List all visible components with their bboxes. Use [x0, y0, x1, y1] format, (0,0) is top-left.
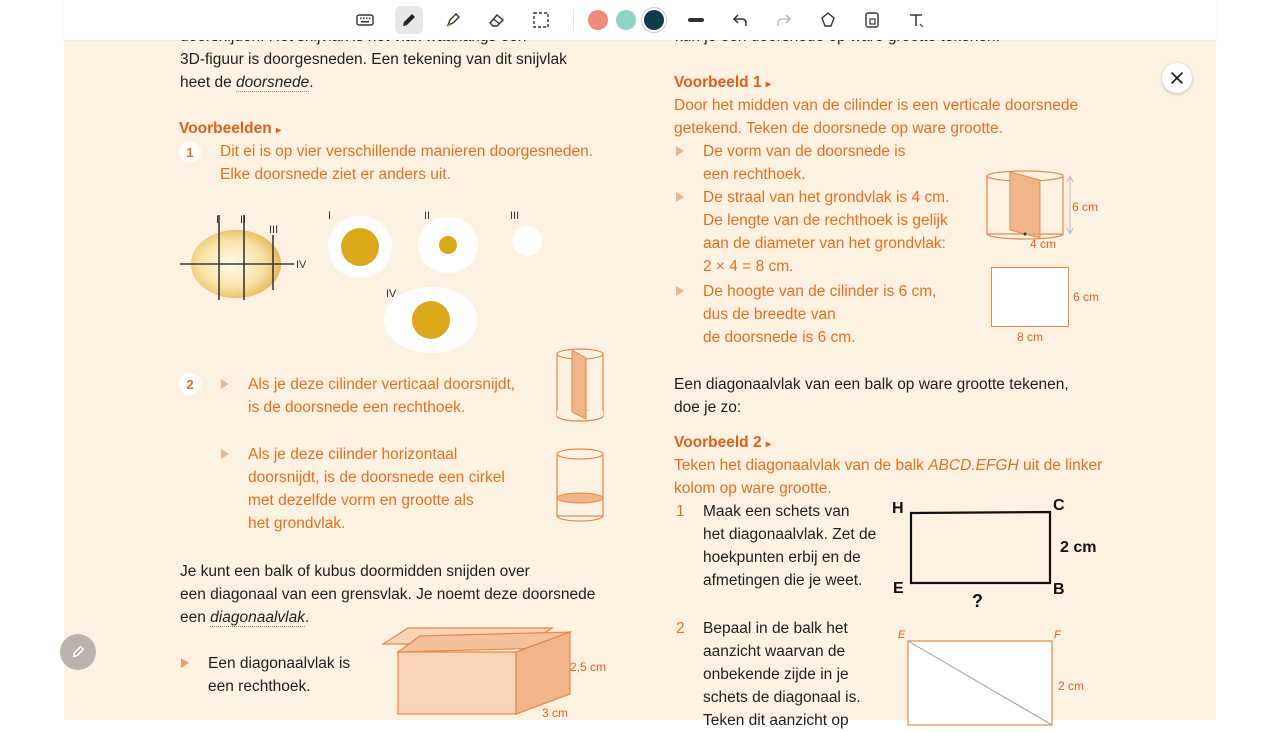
intro-line-2: 3D-figuur is doorgesneden. Een tekening van dit snijvlak: [180, 51, 567, 68]
v1-b2-line-2: De lengte van de rechthoek is gelijk: [703, 212, 948, 229]
diag-line-2: een diagonaal van een grensvlak. Je noemt deze doorsnede: [180, 586, 596, 603]
color-salmon-swatch[interactable]: [588, 10, 608, 30]
v1-b2-line-3: aan de diameter van het grondvlak:: [703, 235, 946, 252]
pen-icon[interactable]: [395, 6, 423, 34]
line-width-icon[interactable]: [682, 6, 710, 34]
ex2b-line-3: met dezelfde vorm en grootte als: [248, 492, 474, 509]
cylinder-radius-label: 4 cm: [1030, 237, 1057, 251]
v1-b2-line-1: De straal van het grondvlak is 4 cm.: [703, 189, 950, 206]
pencil-fab-button[interactable]: [60, 634, 96, 670]
slice-3-white: [512, 226, 542, 256]
egg-cut-label-4: IV: [296, 259, 307, 271]
lasso-icon[interactable]: [527, 6, 555, 34]
ex2b-line-1: Als je deze cilinder horizontaal: [248, 446, 458, 463]
ex2a-line-1: Als je deze cilinder verticaal doorsnijdt,: [248, 376, 516, 393]
sticker-icon[interactable]: [858, 6, 886, 34]
pencil-icon: [69, 643, 87, 661]
v1-b1-line-2: een rechthoek.: [703, 166, 806, 183]
bullet-arrow: [221, 379, 229, 389]
rect-width-label: 8 cm: [1017, 330, 1044, 344]
eraser-icon[interactable]: [483, 6, 511, 34]
s1-line-3: hoekpunten erbij en de: [703, 549, 861, 566]
v1-line-1: Door het midden van de cilinder is een verticale doorsnede: [674, 97, 1079, 114]
slice-label-3: III: [510, 210, 520, 222]
intro-line-3: heet de doorsnede.: [180, 74, 314, 91]
v1-b2-line-4: 2 × 4 = 8 cm.: [703, 258, 794, 275]
text-icon[interactable]: [902, 6, 930, 34]
v1-b1-line-1: De vorm van de doorsnede is: [703, 143, 906, 160]
rect-height-label: 6 cm: [1073, 290, 1100, 304]
side-view-figure: [894, 624, 1074, 720]
bullet-arrow: [676, 146, 684, 156]
step-number-1: 1: [676, 503, 685, 520]
side-view-label-e: E: [898, 629, 906, 641]
cross-section-rectangle: [991, 267, 1069, 327]
s2-line-3: onbekende zijde in je: [703, 666, 849, 683]
diagonal-plane-sketch: [890, 496, 1110, 614]
example-number-1: 1: [179, 141, 201, 163]
sketch-unknown-mark: ?: [972, 591, 983, 611]
slice-label-4: IV: [386, 288, 397, 300]
examples-heading: Voorbeelden ▸: [179, 120, 282, 137]
side-view-label-f: F: [1054, 629, 1061, 641]
s2-line-5: Teken dit aanzicht op: [703, 712, 849, 729]
voorbeeld-1-heading: Voorbeeld 1 ▸: [674, 74, 771, 91]
v1-b3-line-2: dus de breedte van: [703, 306, 836, 323]
s2-line-4: schets de diagonaal is.: [703, 689, 861, 706]
keyboard-icon[interactable]: [351, 6, 379, 34]
textbook-page: [64, 0, 1216, 729]
color-mint-swatch[interactable]: [616, 10, 636, 30]
ex2b-line-2: doorsnijdt, is de doorsnede een cirkel: [248, 469, 505, 486]
egg-cut-label-3: III: [269, 224, 279, 236]
annotation-toolbar: [64, 0, 1216, 40]
bullet-arrow: [676, 286, 684, 296]
sketch-label-h: H: [892, 500, 904, 517]
voorbeeld-2-heading: Voorbeeld 2 ▸: [674, 434, 771, 451]
v1-line-2: getekend. Teken de doorsnede op ware grootte.: [674, 120, 1003, 137]
step-number-2: 2: [676, 620, 685, 637]
s1-line-4: afmetingen die je weet.: [703, 572, 863, 589]
s2-line-2: aanzicht waarvan de: [703, 643, 846, 660]
diag-line-1: Je kunt een balk of kubus doormidden snijden over: [180, 563, 530, 580]
v2-line-1: Teken het diagonaalvlak van de balk ABCD.EFGH uit de linker: [674, 457, 1103, 474]
cuboid-width-label: 3 cm: [542, 706, 569, 720]
v2-line-2: kolom op ware grootte.: [674, 480, 832, 497]
example-number-2: 2: [179, 373, 201, 395]
slice-4-yolk: [412, 301, 450, 339]
side-view-height-label: 2 cm: [1058, 679, 1085, 693]
s1-line-1: Maak een schets van: [703, 503, 850, 520]
cuboid-height-label: 2,5 cm: [570, 660, 607, 674]
sketch-label-c: C: [1053, 497, 1065, 514]
egg-cut-label-1: I: [216, 214, 220, 226]
redo-icon[interactable]: [770, 6, 798, 34]
cylinder-height-label: 6 cm: [1072, 200, 1099, 214]
slice-2-yolk: [439, 236, 457, 254]
undo-icon[interactable]: [726, 6, 754, 34]
bullet-arrow: [181, 658, 189, 668]
slice-label-1: I: [328, 210, 332, 222]
diag-line-3: een diagonaalvlak.: [180, 609, 310, 626]
right-margin: [1216, 0, 1280, 720]
ex2a-line-2: is de doorsnede een rechthoek.: [248, 399, 466, 416]
ex1-line-1: Dit ei is op vier verschillende manieren doorgesneden.: [220, 143, 594, 160]
egg-slices-figure: [176, 205, 520, 355]
left-margin: [0, 0, 64, 720]
ex1-line-2: Elke doorsnede ziet er anders uit.: [220, 166, 451, 183]
color-navy-swatch[interactable]: [644, 10, 664, 30]
slice-1-yolk: [341, 228, 379, 266]
v1-b3-line-1: De hoogte van de cilinder is 6 cm,: [703, 283, 937, 300]
cylinder-horizontal-cut: [552, 446, 608, 526]
highlighter-icon[interactable]: [439, 6, 467, 34]
ex2b-line-4: het grondvlak.: [248, 515, 346, 532]
cylinder-vertical-cut: [552, 346, 608, 426]
how-line-2: doe je zo:: [674, 399, 742, 416]
close-button[interactable]: [1162, 63, 1192, 93]
bullet-diag-line-2: een rechthoek.: [208, 678, 311, 695]
bullet-diag-line-1: Een diagonaalvlak is: [208, 655, 351, 672]
sketch-label-e: E: [893, 580, 904, 597]
bullet-arrow: [676, 192, 684, 202]
cylinder-example-figure: [984, 168, 1074, 244]
slice-label-2: II: [424, 210, 431, 222]
how-line-1: Een diagonaalvlak van een balk op ware grootte tekenen,: [674, 376, 1069, 393]
v1-b3-line-3: de doorsnede is 6 cm.: [703, 329, 856, 346]
s1-line-2: het diagonaalvlak. Zet de: [703, 526, 877, 543]
egg-cut-label-2: II: [240, 214, 247, 226]
sketch-side-length: 2 cm: [1060, 539, 1097, 556]
sketch-label-b: B: [1053, 581, 1065, 598]
s2-line-1: Bepaal in de balk het: [703, 620, 848, 637]
shapes-icon[interactable]: [814, 6, 842, 34]
bullet-arrow: [221, 449, 229, 459]
close-icon: [1168, 69, 1186, 87]
toolbar-separator: [573, 9, 574, 31]
